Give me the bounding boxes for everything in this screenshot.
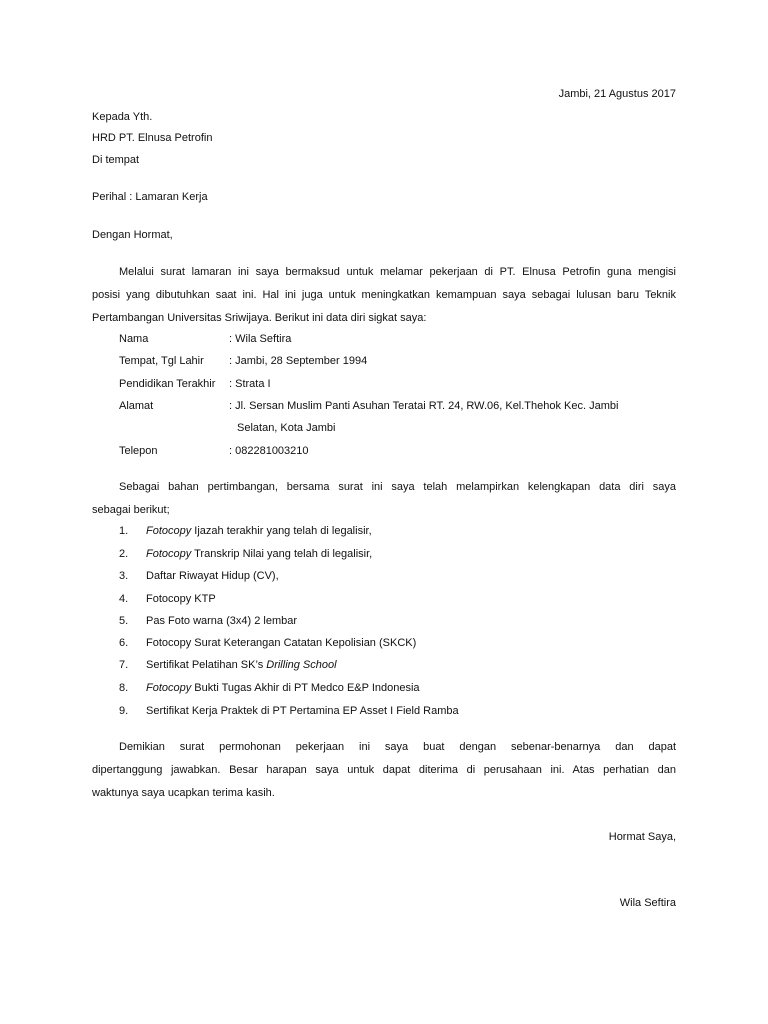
list-item xyxy=(146,547,372,561)
list-item-number: 6. xyxy=(119,637,129,649)
list-item: Pas Foto warna (3x4) 2 lembar xyxy=(146,615,298,627)
list-item-number: 9. xyxy=(119,705,129,717)
education-value: : Strata I xyxy=(229,378,271,390)
address-label: Alamat xyxy=(119,400,154,412)
letter-subject: Perihal : Lamaran Kerja xyxy=(92,191,208,203)
list-item: Daftar Riwayat Hidup (CV), xyxy=(146,570,279,582)
address-value-line-2: Selatan, Kota Jambi xyxy=(237,422,336,434)
birth-label: Tempat, Tgl Lahir xyxy=(119,355,204,367)
list-item: Fotocopy Surat Keterangan Catatan Kepolisian (SKCK) xyxy=(146,637,417,649)
list-item-number: 8. xyxy=(119,682,129,694)
list-item-italic: Fotocopy xyxy=(146,682,192,694)
list-item: Fotocopy KTP xyxy=(146,593,216,605)
phone-label: Telepon xyxy=(119,445,158,457)
education-label: Pendidikan Terakhir xyxy=(119,378,216,390)
list-item xyxy=(146,524,372,538)
birth-value: : Jambi, 28 September 1994 xyxy=(229,355,368,367)
attachments-intro xyxy=(92,476,676,522)
name-value: : Wila Seftira xyxy=(229,333,292,345)
intro-line-3: Pertambangan Universitas Sriwijaya. Berikut ini data diri sigkat saya: xyxy=(92,312,427,324)
signoff: Hormat Saya, xyxy=(608,831,676,843)
list-item-italic: Fotocopy xyxy=(146,548,192,560)
signature-name: Wila Seftira xyxy=(619,897,676,909)
letter-date: Jambi, 21 Agustus 2017 xyxy=(558,88,676,100)
list-item-text: Transkrip Nilai yang telah di legalisir, xyxy=(191,548,373,560)
list-item-number: 7. xyxy=(119,659,129,671)
recipient-line-3: Di tempat xyxy=(92,154,140,166)
list-item-number: 3. xyxy=(119,570,129,582)
closing-line-3: waktunya saya ucapkan terima kasih. xyxy=(92,787,275,799)
list-item-number: 5. xyxy=(119,615,129,627)
phone-value: : 082281003210 xyxy=(229,445,309,457)
address-value-line-1: : Jl. Sersan Muslim Panti Asuhan Teratai RT. 24, RW.06, Kel.Thehok Kec. Jambi xyxy=(229,400,619,412)
intro-line-2: posisi yang dibutuhkan saat ini. Hal ini juga untuk meningkatkan kemampuan saya sebagai lulusan baru Teknik xyxy=(92,289,676,301)
intro-line-1: Melalui surat lamaran ini saya bermaksud untuk melamar pekerjaan di PT. Elnusa Petrofin guna mengisi xyxy=(119,266,676,278)
attachments-intro-line-1: Sebagai bahan pertimbangan, bersama surat ini saya telah melampirkan kelengkapan data diri saya xyxy=(119,481,676,493)
list-item-number: 1. xyxy=(119,525,129,537)
list-item-number: 2. xyxy=(119,548,129,560)
intro-paragraph xyxy=(92,261,676,330)
list-item-text: Sertifikat Pelatihan SK’s xyxy=(146,659,267,671)
attachments-intro-line-2: sebagai berikut; xyxy=(92,504,170,516)
list-item xyxy=(146,658,337,672)
list-item-italic: Drilling School xyxy=(266,659,337,671)
list-item xyxy=(146,681,420,695)
list-item-text: Bukti Tugas Akhir di PT Medco E&P Indonesia xyxy=(191,682,420,694)
list-item-text: Ijazah terakhir yang telah di legalisir, xyxy=(191,525,372,537)
letter-greeting: Dengan Hormat, xyxy=(92,229,173,241)
recipient-line-2: HRD PT. Elnusa Petrofin xyxy=(92,132,213,144)
list-item: Sertifikat Kerja Praktek di PT Pertamina EP Asset I Field Ramba xyxy=(146,705,459,717)
closing-line-2: dipertanggung jawabkan. Besar harapan saya untuk dapat diterima di perusahaan ini. Atas perhatian dan xyxy=(92,764,676,776)
list-item-italic: Fotocopy xyxy=(146,525,192,537)
closing-line-1: Demikian surat permohonan pekerjaan ini saya buat dengan sebenar-benarnya dan dapat xyxy=(119,741,676,753)
list-item-number: 4. xyxy=(119,593,129,605)
recipient-line-1: Kepada Yth. xyxy=(92,111,153,123)
closing-paragraph xyxy=(92,736,676,805)
name-label: Nama xyxy=(119,333,149,345)
